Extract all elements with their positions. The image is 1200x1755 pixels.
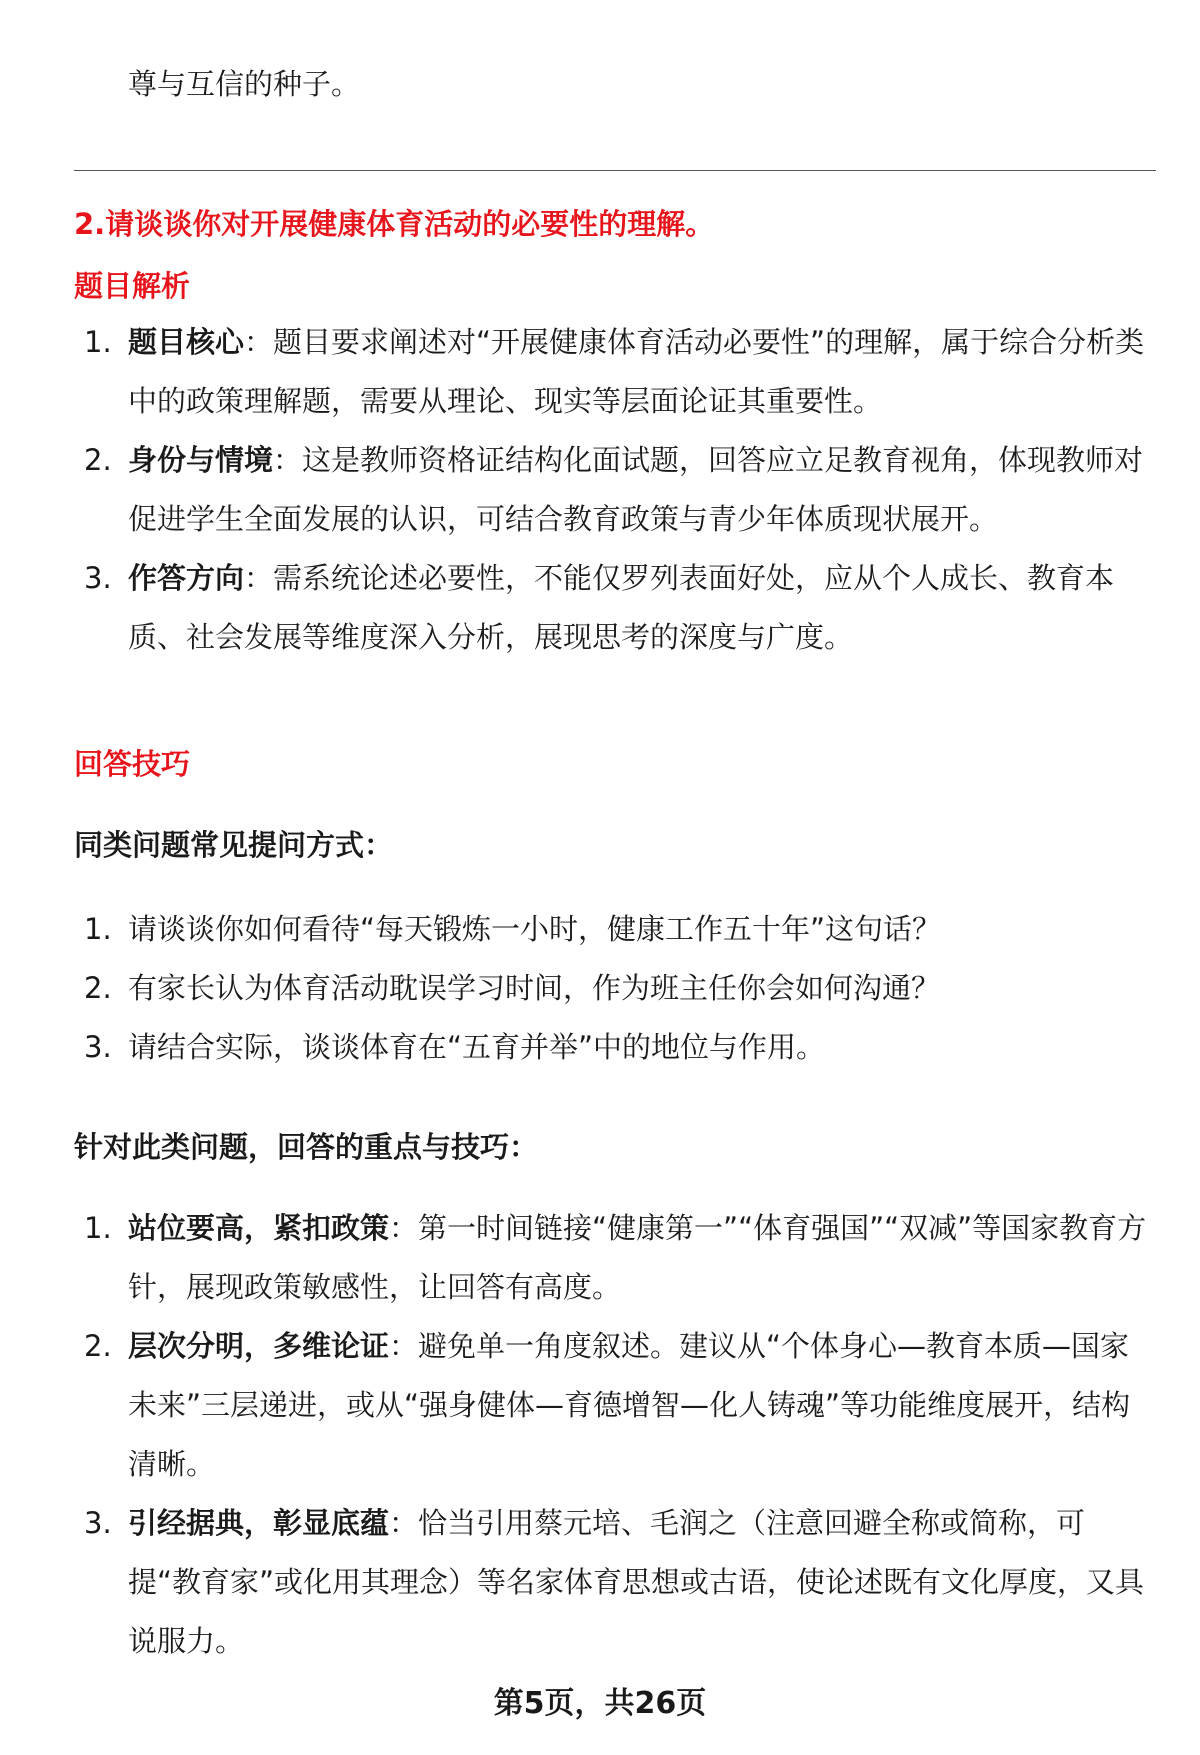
item-lead: 层次分明，多维论证	[128, 1329, 390, 1363]
item-sep: ：	[389, 1506, 419, 1540]
list-item	[74, 431, 1156, 549]
list-number: 1.	[84, 912, 112, 946]
item-text: 第一时间链接“健康第一”“体育强国”“双减”等国家教育方针，展现政策敏感性，让回答有高度。	[128, 1211, 1147, 1304]
list-number: 3.	[84, 1030, 112, 1064]
item-lead: 站位要高，紧扣政策	[128, 1211, 390, 1245]
list-item	[74, 959, 1156, 1018]
item-text: 恰当引用蔡元培、毛润之（注意回避全称或简称，可提“教育家”或化用其理念）等名家体育思想或古语，使论述既有文化厚度，又具说服力。	[128, 1506, 1145, 1658]
item-text: 有家长认为体育活动耽误学习时间，作为班主任你会如何沟通？	[128, 971, 941, 1005]
item-lead: 引经据典，彰显底蕴	[128, 1506, 390, 1540]
section-divider	[74, 170, 1156, 171]
question-title: 2.请谈谈你对开展健康体育活动的必要性的理解。	[74, 207, 715, 241]
list-item	[74, 1018, 1156, 1077]
list-item	[74, 1317, 1156, 1494]
key-points-list	[74, 1199, 1156, 1671]
list-number: 1.	[84, 1211, 112, 1245]
item-text: 需系统论述必要性，不能仅罗列表面好处，应从个人成长、教育本质、社会发展等维度深入分析，展现思考的深度与广度。	[128, 561, 1115, 654]
item-text: 避免单一角度叙述。建议从“个体身心—教育本质—国家未来”三层递进，或从“强身健体—育德增智—化人铸魂”等功能维度展开，结构清晰。	[128, 1329, 1131, 1481]
list-item	[74, 1199, 1156, 1317]
list-number: 1.	[84, 325, 112, 359]
item-lead: 作答方向	[128, 561, 245, 595]
list-number: 2.	[84, 1329, 112, 1363]
page-number: 第5页，共26页	[493, 1686, 707, 1721]
list-number: 3.	[84, 1506, 112, 1540]
item-lead: 题目核心	[128, 325, 245, 359]
key-points-heading: 针对此类问题，回答的重点与技巧：	[74, 1130, 539, 1164]
similar-questions-heading: 同类问题常见提问方式：	[74, 828, 394, 862]
list-item	[74, 313, 1156, 431]
list-number: 2.	[84, 443, 112, 477]
tips-heading: 回答技巧	[74, 747, 191, 781]
list-item	[74, 900, 1156, 959]
continuation-text: 尊与互信的种子。	[128, 67, 361, 101]
list-item	[74, 1494, 1156, 1671]
item-sep: ：	[244, 325, 274, 359]
item-text: 请结合实际，谈谈体育在“五育并举”中的地位与作用。	[128, 1030, 826, 1064]
list-item	[74, 549, 1156, 667]
list-number: 2.	[84, 971, 112, 1005]
item-sep: ：	[389, 1329, 419, 1363]
item-lead: 身份与情境	[128, 443, 274, 477]
item-sep: ：	[273, 443, 303, 477]
analysis-heading: 题目解析	[74, 269, 191, 303]
item-text: 题目要求阐述对“开展健康体育活动必要性”的理解，属于综合分析类中的政策理解题，需要从理论、现实等层面论证其重要性。	[128, 325, 1145, 418]
item-text: 请谈谈你如何看待“每天锻炼一小时，健康工作五十年”这句话？	[128, 912, 942, 946]
item-sep: ：	[244, 561, 274, 595]
similar-questions-list	[74, 900, 1156, 1077]
item-sep: ：	[389, 1211, 419, 1245]
analysis-list	[74, 313, 1156, 667]
list-number: 3.	[84, 561, 112, 595]
item-text: 这是教师资格证结构化面试题，回答应立足教育视角，体现教师对促进学生全面发展的认识，可结合教育政策与青少年体质现状展开。	[128, 443, 1144, 536]
